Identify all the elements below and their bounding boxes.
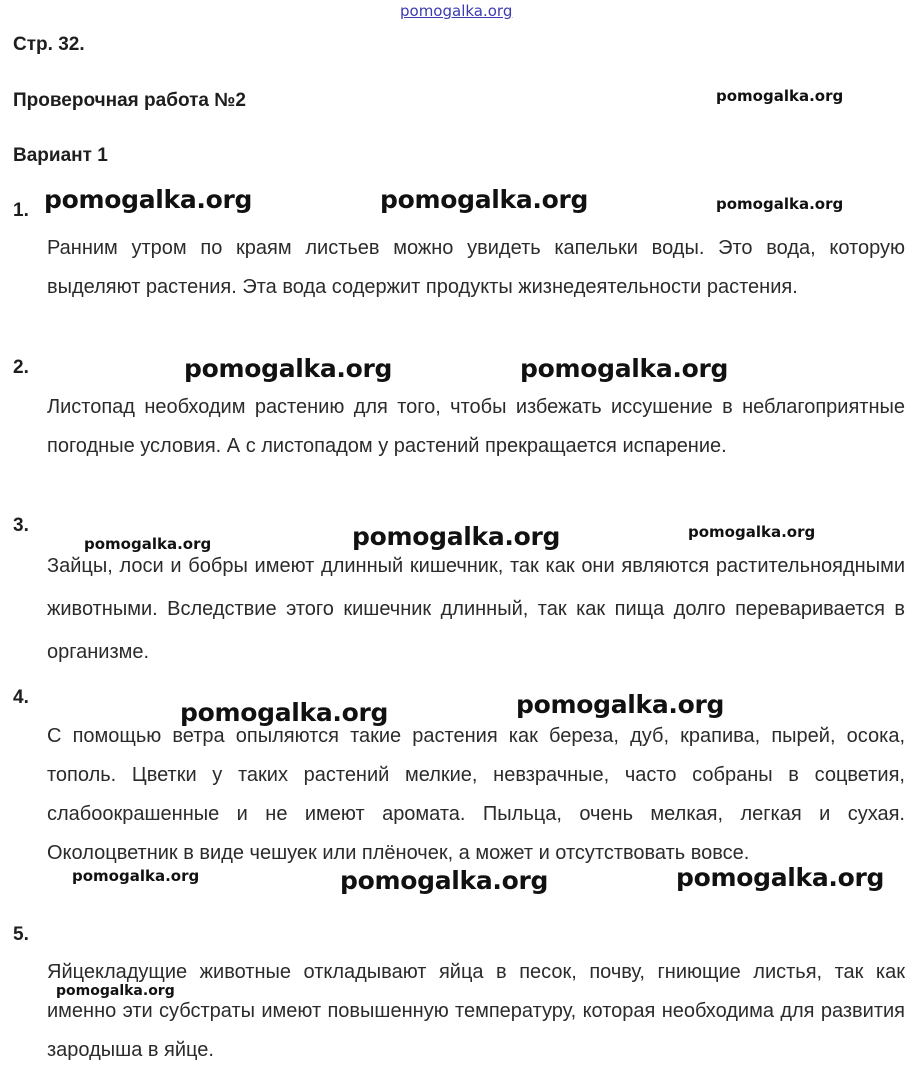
watermark: pomogalka.org bbox=[352, 522, 561, 551]
watermark: pomogalka.org bbox=[184, 354, 393, 383]
answer-number: 1. bbox=[13, 200, 29, 221]
variant-heading: Вариант 1 bbox=[13, 145, 108, 166]
watermark: pomogalka.org bbox=[716, 87, 844, 105]
answer-text: Зайцы, лоси и бобры имеют длинный кишечник, так как они являются растительноядными животными. Вследствие этого кишечник длинный, так как пища долго переваривается в организме. bbox=[47, 555, 905, 663]
watermark: pomogalka.org bbox=[84, 535, 212, 553]
watermark: pomogalka.org bbox=[380, 185, 589, 214]
watermark: pomogalka.org bbox=[716, 195, 844, 213]
watermark: pomogalka.org bbox=[520, 354, 729, 383]
answer-number: 5. bbox=[13, 924, 29, 945]
answer-number: 3. bbox=[13, 515, 29, 536]
answer-number: 2. bbox=[13, 357, 29, 378]
answer-text: Ранним утром по краям листьев можно увидеть капельки воды. Это вода, которую выделяют растения. Эта вода содержит продукты жизнедеятельности растения. bbox=[47, 237, 905, 298]
top-watermark-link[interactable]: pomogalka.org bbox=[400, 2, 513, 20]
answer-text: Листопад необходим растению для того, чтобы избежать иссушение в неблагоприятные погодные условия. А с листопадом у растений прекращается испарение. bbox=[47, 396, 905, 457]
answer-number: 4. bbox=[13, 687, 29, 708]
watermark: pomogalka.org bbox=[180, 698, 389, 727]
watermark: pomogalka.org bbox=[688, 523, 816, 541]
watermark: pomogalka.org bbox=[72, 867, 200, 885]
watermark: pomogalka.org bbox=[676, 863, 885, 892]
watermark: pomogalka.org bbox=[56, 983, 175, 999]
watermark: pomogalka.org bbox=[44, 185, 253, 214]
page-reference: Стр. 32. bbox=[13, 34, 85, 55]
work-title: Проверочная работа №2 bbox=[13, 90, 246, 111]
watermark: pomogalka.org bbox=[516, 690, 725, 719]
answer-text: Яйцекладущие животные откладывают яйца в песок, почву, гниющие листья, так как именно эти субстраты имеют повышенную температуру, которая необходима для развития зародыша в яйце. bbox=[47, 961, 905, 1061]
answer-text: С помощью ветра опыляются такие растения как береза, дуб, крапива, пырей, осока, тополь. Цветки у таких растений мелкие, невзрачные, часто собраны в соцветия, слабоокрашенные и не имеют аромата. Пыльца, очень мелкая, легкая и сухая. Околоцветник в виде чешуек или плёночек, а может и отсутствовать вовсе. bbox=[47, 725, 905, 864]
watermark: pomogalka.org bbox=[340, 866, 549, 895]
